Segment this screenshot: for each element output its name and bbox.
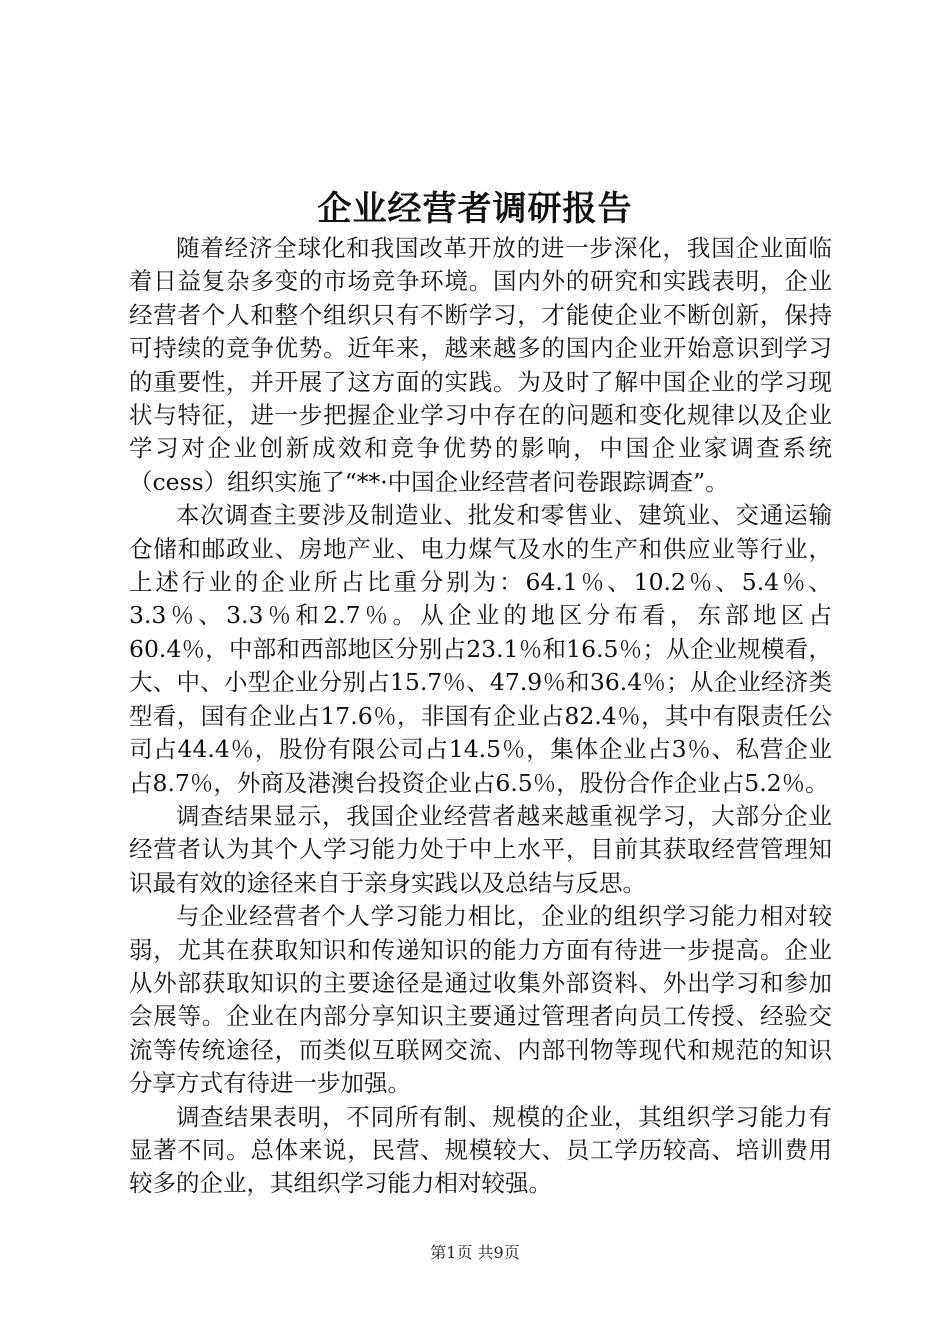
- paragraph-intro: 随着经济全球化和我国改革开放的进一步深化，我国企业面临着日益复杂多变的市场竞争环境。国内外的研究和实践表明，企业经营者个人和整个组织只有不断学习，才能使企业不断创新，保持可持续的竞争优势。近年来，越来越多的国内企业开始意识到学习的重要性，并开展了这方面的实践。为及时了解中国企业的学习现状与特征，进一步把握企业学习中存在的问题和变化规律以及企业学习对企业创新成效和竞争优势的影响，中国企业家调查系统（cess）组织实施了“**·中国企业经营者问卷跟踪调查”。: [129, 234, 832, 496]
- paragraph-findings-individual: 调查结果显示，我国企业经营者越来越重视学习，大部分企业经营者认为其个人学习能力处于中上水平，目前其获取经营管理知识最有效的途径来自于亲身实践以及总结与反思。: [129, 801, 832, 897]
- paragraph-findings-organizational: 与企业经营者个人学习能力相比，企业的组织学习能力相对较弱，尤其在获取知识和传递知识的能力方面有待进一步提高。企业从外部获取知识的主要途径是通过收集外部资料、外出学习和参加会展等。企业在内部分享知识主要通过管理者向员工传授、经验交流等传统途径，而类似互联网交流、内部刊物等现代和规范的知识分享方式有待进一步加强。: [129, 902, 832, 1098]
- page-number-footer: 第1页 共9页: [430, 1243, 520, 1262]
- document-title: 企业经营者调研报告: [317, 189, 633, 229]
- paragraph-survey-scope: 本次调查主要涉及制造业、批发和零售业、建筑业、交通运输仓储和邮政业、房地产业、电力煤气及水的生产和供应业等行业，上述行业的企业所占比重分别为：64.1％、10.2％、5.4％、3.3％、3.3％和2.7％。从企业的地区分布看，东部地区占60.4％，中部和西部地区分别占23.1％和16.5％；从企业规模看，大、中、小型企业分别占15.7％、47.9％和36.4％；从企业经济类型看，国有企业占17.6％，非国有企业占82.4％，其中有限责任公司占44.4％，股份有限公司占14.5％，集体企业占3％、私营企业占8.7％，外商及港澳台投资企业占6.5％，股份合作企业占5.2％。: [129, 501, 832, 797]
- document-body: [129, 232, 832, 1201]
- paragraph-findings-differences: 调查结果表明，不同所有制、规模的企业，其组织学习能力有显著不同。总体来说，民营、规模较大、员工学历较高、培训费用较多的企业，其组织学习能力相对较强。: [129, 1102, 832, 1198]
